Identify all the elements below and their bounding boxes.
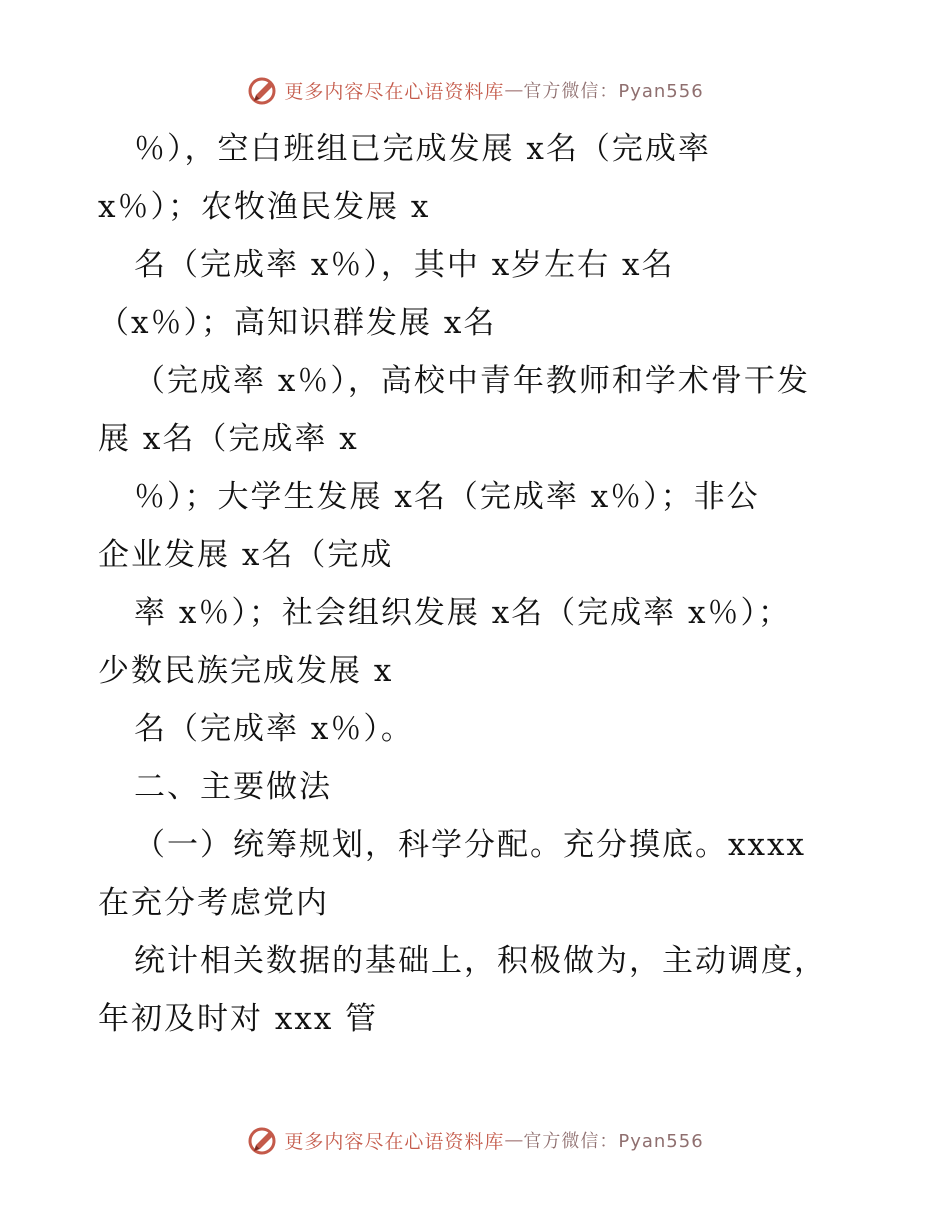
body-line: （完成率 x％），高校中青年教师和学术骨干发 <box>134 363 810 399</box>
body-line: 率 x％）；社会组织发展 x名（完成率 x％）； <box>134 595 792 631</box>
body-line: （x％）；高知识群发展 x名 <box>98 305 497 341</box>
body-line: 企业发展 x名（完成 <box>98 537 394 573</box>
watermark-separator: — <box>504 79 524 101</box>
body-line: ％），空白班组已完成发展 x名（完成率 <box>134 131 711 167</box>
body-line: ％）；大学生发展 x名（完成率 x％）；非公 <box>134 479 760 515</box>
document-body <box>98 120 858 1048</box>
body-line: 统计相关数据的基础上，积极做为，主动调度， <box>134 943 827 979</box>
body-line: 名（完成率 x％）。 <box>134 711 414 747</box>
watermark-separator: — <box>504 1129 524 1151</box>
body-line: 名（完成率 x％），其中 x岁左右 x名 <box>134 247 675 283</box>
body-line: x％）；农牧渔民发展 x <box>98 189 431 225</box>
watermark-wechat: 官方微信：Pyan556 <box>523 1131 704 1152</box>
pen-logo-icon <box>246 73 280 107</box>
watermark-text: 更多内容尽在心语资料库 <box>284 1130 505 1153</box>
watermark-banner-top <box>0 70 950 110</box>
body-line: 少数民族完成发展 x <box>98 653 394 689</box>
watermark-banner-bottom <box>0 1120 950 1160</box>
watermark-wechat: 官方微信：Pyan556 <box>523 81 704 102</box>
body-line: 年初及时对 xxx 管 <box>98 1001 379 1037</box>
subsection-heading: （一）统筹规划，科学分配。充分摸底。xxxx <box>134 827 806 863</box>
body-line: 在充分考虑党内 <box>98 885 329 921</box>
watermark-text: 更多内容尽在心语资料库 <box>284 80 505 103</box>
section-heading: 二、主要做法 <box>134 769 332 805</box>
body-line: 展 x名（完成率 x <box>98 421 359 457</box>
pen-logo-icon <box>246 1123 280 1157</box>
